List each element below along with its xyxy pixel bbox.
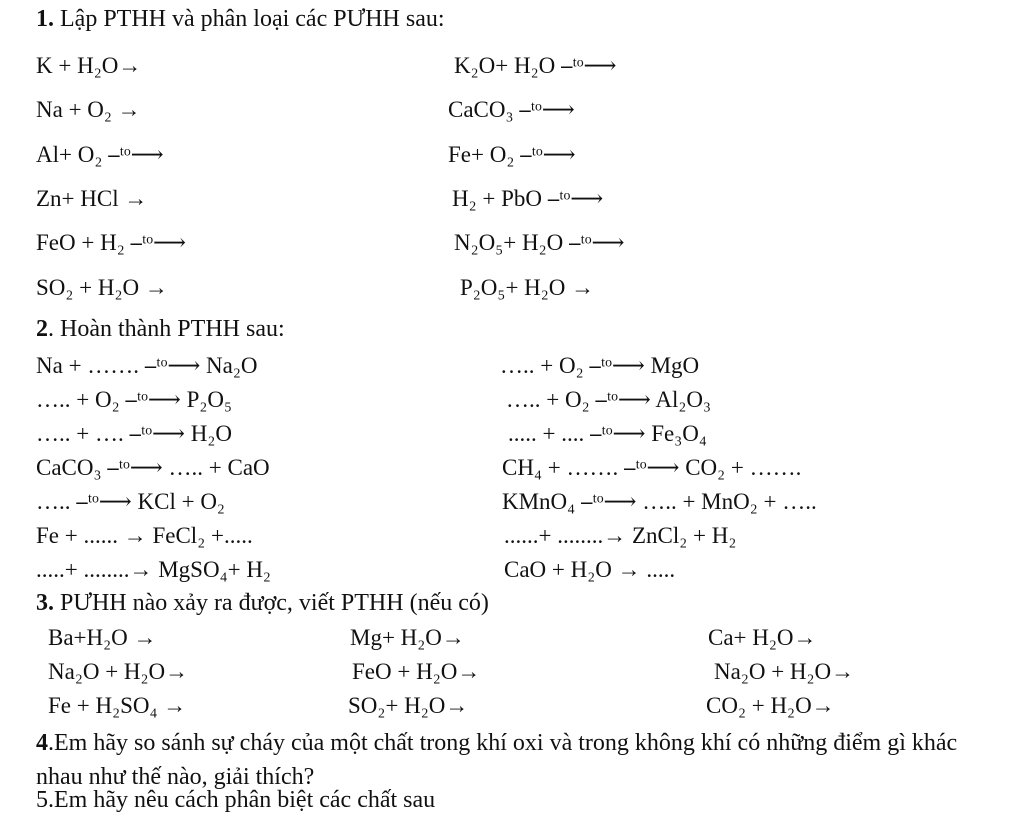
s3-col3-eq-1: Ca+ H₂O→	[708, 625, 817, 650]
s1-left-eq-5: FeO + H₂ ⎯ᵗᵒ⟶	[36, 230, 186, 255]
s2-right-eq-2: ….. + O₂ ⎯ᵗᵒ⟶ Al₂O₃	[506, 387, 711, 412]
s1-right-eq-4: H₂ + PbO ⎯ᵗᵒ⟶	[452, 186, 604, 211]
s1-right-eq-1: K₂O+ H₂O ⎯ᵗᵒ⟶	[454, 53, 617, 78]
s2-left-eq-2: ….. + O₂ ⎯ᵗᵒ⟶ P₂O₅	[36, 387, 233, 412]
s1-right-eq-5: N₂O₅+ H₂O ⎯ᵗᵒ⟶	[454, 230, 625, 255]
s3-col3-eq-2: Na₂O + H₂O→	[714, 659, 855, 684]
s1-right-eq-6: P₂O₅+ H₂O →	[460, 275, 595, 300]
section-4-number: 4	[36, 730, 48, 756]
s2-right-eq-6: ......+ ........→ ZnCl₂ + H₂	[504, 523, 737, 548]
s3-col1-eq-3: Fe + H₂SO₄ →	[48, 693, 187, 718]
s1-right-eq-3: Fe+ O₂ ⎯ᵗᵒ⟶	[448, 142, 576, 167]
s1-left-eq-2: Na + O₂ →	[36, 97, 141, 122]
s2-right-eq-5: KMnO₄ ⎯ᵗᵒ⟶ ….. + MnO₂ + …..	[502, 489, 817, 514]
section-5-partial: 5.Em hãy nêu cách phân biệt các chất sau	[36, 787, 436, 813]
s2-right-eq-7: CaO + H₂O → .....	[504, 557, 676, 582]
section-3-title: PƯHH nào xảy ra được, viết PTHH (nếu có)	[54, 590, 489, 616]
s3-col2-eq-2: FeO + H₂O→	[352, 659, 481, 684]
section-4-paragraph	[36, 726, 996, 794]
s1-left-eq-4: Zn+ HCl →	[36, 186, 148, 211]
s2-right-eq-3: ..... + .... ⎯ᵗᵒ⟶ Fe₃O₄	[508, 421, 707, 446]
s2-right-eq-4: CH₄ + ……. ⎯ᵗᵒ⟶ CO₂ + …….	[502, 455, 802, 480]
s2-right-eq-1: ….. + O₂ ⎯ᵗᵒ⟶ MgO	[500, 353, 700, 378]
s3-col2-eq-1: Mg+ H₂O→	[350, 625, 465, 650]
s1-left-eq-6: SO₂ + H₂O →	[36, 275, 168, 300]
s2-left-eq-3: ….. + …. ⎯ᵗᵒ⟶ H₂O	[36, 421, 232, 446]
section-1-title: Lập PTHH và phân loại các PƯHH sau:	[54, 6, 445, 32]
section-2-heading	[36, 316, 285, 343]
s2-left-eq-6: Fe + ...... → FeCl₂ +.....	[36, 523, 253, 548]
s2-left-eq-1: Na + ……. ⎯ᵗᵒ⟶ Na₂O	[36, 353, 258, 378]
s1-left-eq-3: Al+ O₂ ⎯ᵗᵒ⟶	[36, 142, 164, 167]
section-1-heading	[36, 6, 445, 33]
section-2-number: 2	[36, 316, 48, 342]
s3-col3-eq-3: CO₂ + H₂O→	[706, 693, 835, 718]
s1-left-eq-1: K + H₂O→	[36, 53, 142, 78]
s3-col1-eq-2: Na₂O + H₂O→	[48, 659, 189, 684]
s2-left-eq-4: CaCO₃ ⎯ᵗᵒ⟶ ….. + CaO	[36, 455, 270, 480]
s2-left-eq-7: .....+ ........→ MgSO₄+ H₂	[36, 557, 271, 582]
section-3-number: 3.	[36, 590, 54, 616]
s3-col2-eq-3: SO₂+ H₂O→	[348, 693, 469, 718]
s2-left-eq-5: ….. ⎯ᵗᵒ⟶ KCl + O₂	[36, 489, 225, 514]
section-2-title: . Hoàn thành PTHH sau:	[48, 316, 285, 342]
s3-col1-eq-1: Ba+H₂O →	[48, 625, 157, 650]
section-3-heading	[36, 590, 489, 617]
s1-right-eq-2: CaCO₃ ⎯ᵗᵒ⟶	[448, 97, 575, 122]
section-4-text: .Em hãy so sánh sự cháy của một chất trong khí oxi và trong không khí có những điểm gì khác nhau như thế nào, giải thích?	[36, 730, 958, 790]
section-1-number: 1.	[36, 6, 54, 32]
